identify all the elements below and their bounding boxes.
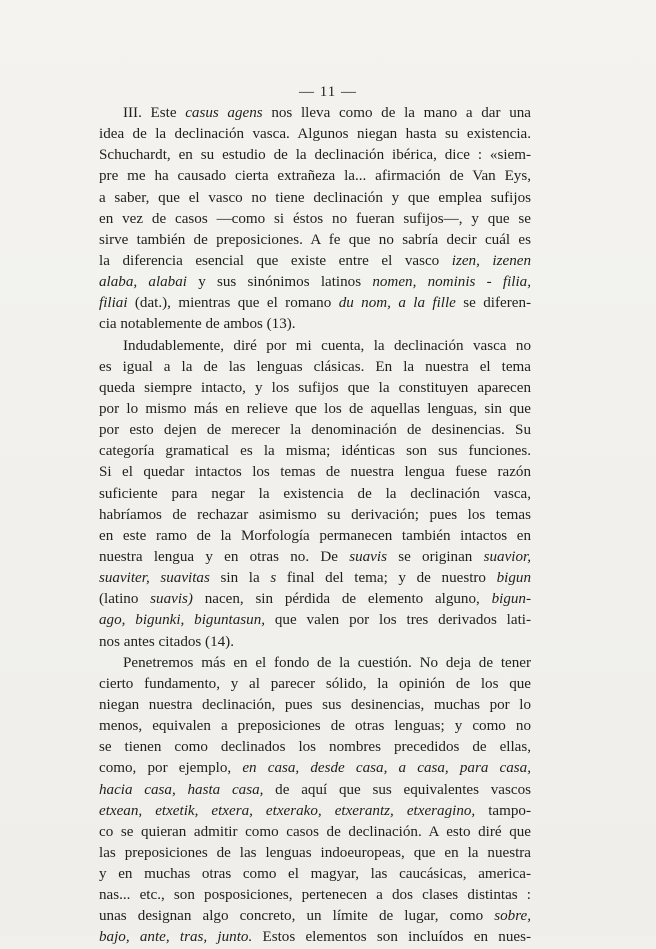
text-segment: Schuchardt, en su estudio de la declinación ibérica, dice : «siem- [99, 147, 531, 164]
italic-text: ago, bigunki, biguntasun, [99, 612, 266, 629]
text-line [99, 293, 531, 314]
text-segment: se diferen- [455, 295, 532, 312]
text-segment: nuestra lengua y en otras no. De [99, 548, 350, 565]
text-segment: nos lleva como de la mano a dar una [262, 105, 532, 121]
italic-text: sobre, [494, 908, 531, 925]
text-segment: en vez de casos —como si éstos no fueran sufijos—, y que se [99, 210, 531, 227]
text-line [99, 272, 531, 293]
italic-text: bigun [496, 570, 531, 587]
text-line [99, 653, 531, 674]
text-segment: queda siempre intacto, y los sufijos que la constituyen aparecen [99, 379, 531, 396]
text-line [99, 145, 531, 166]
italic-text: filiai [99, 295, 128, 312]
italic-text: suavis) [150, 591, 193, 608]
text-segment: (dat.), mientras que el romano [127, 295, 339, 312]
text-line [99, 632, 531, 653]
text-line [99, 843, 531, 864]
text-line [99, 484, 531, 505]
text-segment: (latino [99, 591, 151, 608]
italic-text: bigun- [491, 591, 531, 608]
text-segment: Estos elementos son incluídos en nues- [252, 929, 531, 946]
text-line [99, 441, 531, 462]
body-text [99, 103, 531, 949]
text-line [99, 674, 531, 695]
italic-text: du nom, a la fille [338, 295, 456, 312]
text-segment: nas... etc., son posposiciones, pertenecen a dos clases distintas : [99, 887, 531, 904]
text-line [99, 420, 531, 441]
text-segment: sirve también de preposiciones. A fe que no sabría decir cuál es [99, 231, 531, 248]
italic-text: en casa, desde casa, a casa, para casa, [242, 760, 531, 777]
text-segment: por esto dejen de merecer la denominación de desinencias. Su [99, 422, 531, 439]
text-line [99, 716, 531, 737]
text-line [99, 547, 531, 568]
text-line [99, 801, 531, 822]
text-line [99, 209, 531, 230]
text-segment: co se quieran admitir como casos de declinación. A esto diré que [99, 823, 531, 840]
italic-text: casus agens [185, 105, 263, 121]
text-segment: como, por ejemplo, [99, 760, 243, 777]
text-segment: nos antes citados (14). [99, 633, 234, 650]
text-segment: pre me ha causado cierta extrañeza la... afirmación de Van Eys, [99, 168, 531, 185]
text-line [99, 589, 531, 610]
text-line [99, 251, 531, 272]
text-line [99, 864, 531, 885]
page-number: — 11 — [299, 84, 357, 100]
text-segment: en este ramo de la Morfología permanecen también intactos en [99, 527, 531, 544]
text-segment: Si el quedar intactos los temas de nuestra lengua fuese razón [99, 464, 531, 481]
text-segment: menos, equivalen a preposiciones de otras lenguas; y como no [99, 718, 531, 735]
text-segment: por lo mismo más en relieve que los de aquellas lenguas, sin que [99, 400, 531, 417]
text-segment: categoría gramatical es la misma; idénticas son sus funciones. [99, 443, 531, 460]
text-segment: Indudablemente, diré por mi cuenta, la declinación vasca no [123, 337, 531, 354]
text-segment: a saber, que el vasco no tiene declinación y que emplea sufijos [99, 189, 531, 206]
text-line [99, 188, 531, 209]
text-line [99, 378, 531, 399]
text-line [99, 336, 531, 357]
text-segment: las preposiciones de las lenguas indoeuropeas, que en la nuestra [99, 844, 531, 861]
italic-text: nomen, nominis - filia, [372, 274, 531, 291]
text-segment: cierto fundamento, y al parecer sólido, la opinión de los que [99, 675, 531, 692]
text-segment: Penetremos más en el fondo de la cuestión. No deja de tener [123, 654, 531, 671]
italic-text: alaba, alabai [99, 274, 187, 291]
italic-text: etxean, etxetik, etxera, etxerako, etxerantz, etxeragino, [99, 802, 476, 819]
italic-text: suavis [349, 548, 387, 565]
text-line [99, 230, 531, 251]
text-segment: III. Este [123, 105, 186, 121]
text-segment: se tienen como declinados los nombres precedidos de ellas, [99, 739, 531, 756]
italic-text: s [270, 570, 277, 587]
text-segment: sin la [209, 570, 271, 587]
text-segment: se originan [386, 548, 484, 565]
text-segment: que valen por los tres derivados lati- [265, 612, 531, 629]
italic-text: suaviter, suavitas [99, 570, 210, 587]
text-line [99, 780, 531, 801]
text-segment: final del tema; y de nuestro [276, 570, 497, 587]
text-segment: tampo- [475, 802, 531, 819]
text-line [99, 399, 531, 420]
text-line [99, 885, 531, 906]
text-line [99, 357, 531, 378]
text-segment: niegan nuestra declinación, pues sus desinencias, muchas por lo [99, 696, 531, 713]
text-segment: es igual a la de las lenguas clásicas. En la nuestra el tema [99, 358, 531, 375]
text-segment: de aquí que sus equivalentes vascos [263, 781, 531, 798]
text-segment: y sus sinónimos latinos [186, 274, 373, 291]
italic-text: hacia casa, hasta casa, [99, 781, 264, 798]
text-line [99, 758, 531, 779]
text-segment: habríamos de rechazar asimismo su derivación; pues los temas [99, 506, 531, 523]
text-line [99, 314, 531, 335]
italic-text: izen, izenen [451, 252, 531, 269]
text-line [99, 822, 531, 843]
text-segment: unas designan algo concreto, un límite de lugar, como [99, 908, 495, 925]
text-segment: suficiente para negar la existencia de la declinación vasca, [99, 485, 531, 502]
text-segment: cia notablemente de ambos (13). [99, 316, 296, 333]
text-segment: idea de la declinación vasca. Algunos niegan hasta su existencia. [99, 126, 531, 143]
text-line [99, 610, 531, 631]
text-line [99, 526, 531, 547]
text-segment: la diferencia esencial que existe entre el vasco [99, 252, 452, 269]
italic-text: suavior, [483, 548, 531, 565]
text-line [99, 505, 531, 526]
text-line [99, 462, 531, 483]
text-line [99, 906, 531, 927]
text-line [99, 695, 531, 716]
text-line [99, 103, 531, 124]
italic-text: bajo, ante, tras, junto. [99, 929, 253, 946]
text-line [99, 124, 531, 145]
text-line [99, 927, 531, 948]
text-line [99, 737, 531, 758]
text-segment: y en muchas otras como el magyar, las caucásicas, america- [99, 866, 531, 883]
text-line [99, 166, 531, 187]
text-segment: nacen, sin pérdida de elemento alguno, [192, 591, 492, 608]
text-line [99, 568, 531, 589]
